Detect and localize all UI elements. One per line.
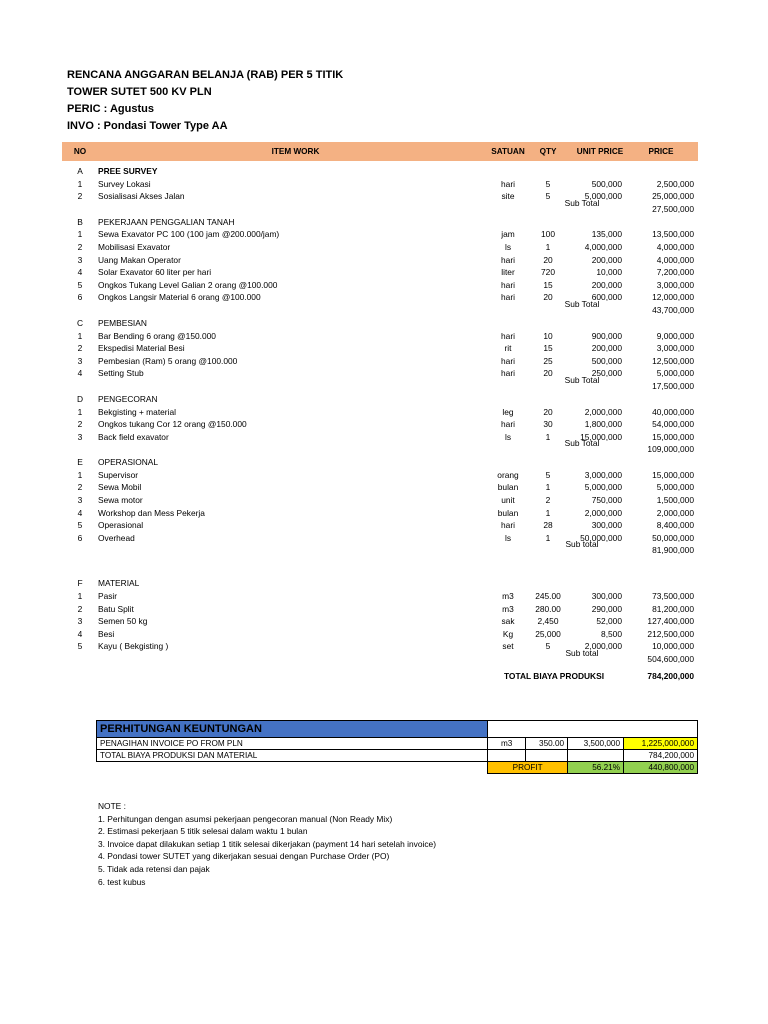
- row-no: 2: [77, 241, 83, 252]
- row-no: 1: [77, 229, 83, 240]
- row-qty: 20: [543, 406, 553, 417]
- subtotal-label: Sub Total: [564, 438, 600, 449]
- row-unit-price: 900,000: [591, 330, 622, 341]
- profit-value: 440,800,000: [624, 762, 698, 774]
- row-satuan: site: [501, 191, 515, 202]
- section-header-row: [62, 393, 698, 406]
- note-line: 1. Perhitungan dengan asumsi pekerjaan pengecoran manual (Non Ready Mix): [98, 813, 393, 824]
- invoice-price: 3,500,000: [568, 738, 624, 750]
- row-item: Ekspedisi Material Besi: [98, 343, 185, 354]
- row-price: 15,000,000: [652, 469, 694, 480]
- row-qty: 25,000: [535, 628, 561, 639]
- row-qty: 720: [541, 267, 555, 278]
- row-no: 2: [77, 603, 83, 614]
- row-price: 73,500,000: [652, 591, 694, 602]
- row-unit-price: 250,000: [591, 368, 622, 379]
- row-unit-price: 50,000,000: [580, 532, 622, 543]
- section-name: PEMBESIAN: [98, 317, 147, 328]
- row-price: 12,000,000: [652, 292, 694, 303]
- row-no: 5: [77, 279, 83, 290]
- subtotal-label: Sub Total: [564, 298, 600, 309]
- row-satuan: hari: [501, 368, 515, 379]
- row-item: Operasional: [98, 520, 144, 531]
- notes-title: NOTE :: [98, 801, 126, 811]
- row-no: 3: [77, 616, 83, 627]
- row-no: 4: [77, 628, 83, 639]
- header-price: PRICE: [648, 147, 674, 156]
- row-satuan: sak: [501, 616, 515, 627]
- section-name: OPERASIONAL: [98, 457, 159, 468]
- table-row: [62, 330, 698, 343]
- subtotal-row: [62, 197, 698, 216]
- row-item: Solar Exavator 60 liter per hari: [98, 267, 212, 278]
- subtotal-row: [62, 539, 698, 557]
- section-name: MATERIAL: [98, 578, 140, 589]
- row-price: 3,000,000: [656, 343, 694, 354]
- row-item: Ongkos tukang Cor 12 orang @150.000: [98, 419, 247, 430]
- row-unit-price: 3,000,000: [584, 469, 622, 480]
- row-item: Sewa motor: [98, 495, 143, 506]
- row-unit-price: 600,000: [591, 292, 622, 303]
- row-satuan: rit: [504, 343, 512, 354]
- row-qty: 5: [545, 641, 551, 652]
- row-satuan: hari: [501, 355, 515, 366]
- empty-cell: [568, 750, 624, 762]
- section-name: PREE SURVEY: [98, 166, 158, 176]
- row-unit-price: 290,000: [591, 603, 622, 614]
- row-satuan: ls: [504, 532, 512, 543]
- row-price: 8,400,000: [656, 520, 694, 531]
- row-item: Ongkos Langsir Material 6 orang @100.000: [98, 292, 261, 303]
- table-row: [62, 266, 698, 279]
- row-qty: 20: [543, 292, 553, 303]
- empty-cell: [488, 750, 526, 762]
- row-no: 1: [77, 469, 83, 480]
- row-item: Mobilisasi Exavator: [98, 241, 171, 252]
- row-unit-price: 200,000: [591, 279, 622, 290]
- subtotal-row: [62, 298, 698, 317]
- empty-cell: [526, 750, 568, 762]
- row-satuan: Kg: [502, 628, 514, 639]
- header-satuan: SATUAN: [491, 147, 525, 156]
- row-unit-price: 2,000,000: [584, 641, 622, 652]
- row-satuan: bulan: [497, 482, 519, 493]
- subtotal-label: Sub total: [565, 539, 599, 550]
- cost-label: TOTAL BIAYA PRODUKSI DAN MATERIAL: [97, 750, 488, 762]
- row-satuan: hari: [501, 279, 515, 290]
- row-item: Pasir: [98, 591, 118, 602]
- table-body: [62, 165, 698, 666]
- rab-table: [62, 142, 698, 686]
- header-unit-price: UNIT PRICE: [576, 147, 624, 156]
- row-unit-price: 300,000: [591, 520, 622, 531]
- table-row: [62, 628, 698, 641]
- row-no: 1: [77, 330, 83, 341]
- row-price: 10,000,000: [652, 641, 694, 652]
- row-unit-price: 10,000: [596, 267, 622, 278]
- row-qty: 30: [543, 419, 553, 430]
- invoice-unit: m3: [488, 738, 526, 750]
- table-row: [62, 603, 698, 616]
- row-item: Overhead: [98, 532, 135, 543]
- table-row: [62, 228, 698, 241]
- section-code: C: [76, 317, 84, 328]
- row-qty: 5: [545, 469, 551, 480]
- section-name: PEKERJAAN PENGGALIAN TANAH: [98, 216, 235, 227]
- table-row: [62, 469, 698, 482]
- note-line: 4. Pondasi tower SUTET yang dikerjakan sesuai dengan Purchase Order (PO): [98, 851, 390, 862]
- peric-line: PERIC : Agustus: [67, 103, 154, 115]
- subtotal-label: Sub Total: [564, 197, 600, 208]
- row-item: Survey Lokasi: [98, 178, 151, 189]
- row-satuan: m3: [502, 591, 514, 602]
- row-no: 2: [77, 419, 83, 430]
- row-satuan: ls: [504, 241, 512, 252]
- section-code: E: [77, 457, 83, 468]
- row-item: Sewa Mobil: [98, 482, 142, 493]
- row-qty: 20: [543, 254, 553, 265]
- row-satuan: unit: [501, 495, 515, 506]
- subtotal-value: 43,700,000: [652, 304, 694, 315]
- row-satuan: orang: [497, 469, 519, 480]
- row-qty: 5: [545, 178, 551, 189]
- row-price: 7,200,000: [656, 267, 694, 278]
- row-unit-price: 200,000: [591, 343, 622, 354]
- row-no: 4: [77, 368, 83, 379]
- row-price: 2,500,000: [656, 178, 694, 189]
- row-unit-price: 4,000,000: [584, 241, 622, 252]
- row-satuan: hari: [501, 178, 515, 189]
- total-value: 784,200,000: [647, 671, 694, 681]
- row-unit-price: 8,500: [601, 628, 622, 639]
- row-no: 2: [77, 191, 83, 202]
- row-item: Batu Split: [98, 603, 134, 614]
- notes-block: [98, 800, 436, 888]
- row-item: Supervisor: [98, 469, 139, 480]
- row-item: Back field exavator: [98, 431, 169, 442]
- row-no: 3: [77, 254, 83, 265]
- row-qty: 15: [543, 343, 553, 354]
- row-satuan: jam: [501, 229, 515, 240]
- row-price: 4,000,000: [656, 254, 694, 265]
- row-qty: 20: [543, 368, 553, 379]
- table-row: [62, 406, 698, 419]
- row-qty: 1: [545, 482, 551, 493]
- invoice-qty: 350.00: [526, 738, 568, 750]
- row-item: Pembesian (Ram) 5 orang @100.000: [98, 355, 238, 366]
- total-row: [62, 666, 698, 686]
- row-no: 2: [77, 343, 83, 354]
- row-no: 1: [77, 591, 83, 602]
- row-qty: 100: [541, 229, 555, 240]
- row-item: Workshop dan Mess Pekerja: [98, 507, 205, 518]
- section-code: F: [77, 578, 83, 589]
- row-satuan: liter: [501, 267, 515, 278]
- profit-percentage: 56.21%: [568, 762, 624, 774]
- table-row: [62, 355, 698, 368]
- row-no: 5: [77, 520, 83, 531]
- row-price: 50,000,000: [652, 532, 694, 543]
- row-unit-price: 5,000,000: [584, 191, 622, 202]
- row-no: 4: [77, 507, 83, 518]
- table-row: [62, 590, 698, 603]
- subtotal-value: 109,000,000: [647, 444, 694, 455]
- row-qty: 1: [545, 532, 551, 543]
- row-satuan: hari: [501, 254, 515, 265]
- row-unit-price: 500,000: [591, 355, 622, 366]
- row-unit-price: 200,000: [591, 254, 622, 265]
- row-price: 5,000,000: [656, 368, 694, 379]
- table-row: [62, 241, 698, 254]
- cost-value: 784,200,000: [624, 750, 698, 762]
- table-row: [62, 519, 698, 532]
- section-code: A: [77, 166, 83, 176]
- row-item: Ongkos Tukang Level Galian 2 orang @100.000: [98, 279, 278, 290]
- row-unit-price: 750,000: [591, 495, 622, 506]
- row-no: 3: [77, 431, 83, 442]
- row-item: Besi: [98, 628, 115, 639]
- row-unit-price: 300,000: [591, 591, 622, 602]
- row-satuan: leg: [502, 406, 514, 417]
- header-no: NO: [73, 147, 87, 156]
- row-price: 15,000,000: [652, 431, 694, 442]
- row-unit-price: 500,000: [591, 178, 622, 189]
- row-price: 40,000,000: [652, 406, 694, 417]
- row-satuan: hari: [501, 292, 515, 303]
- section-header-row: [62, 317, 698, 330]
- row-item: Uang Makan Operator: [98, 254, 181, 265]
- row-price: 3,000,000: [656, 279, 694, 290]
- note-line: 5. Tidak ada retensi dan pajak: [98, 863, 210, 874]
- section-code: B: [77, 216, 83, 227]
- row-item: Bekgisting + material: [98, 406, 176, 417]
- empty-cell: [97, 762, 488, 774]
- row-no: 1: [77, 178, 83, 189]
- invo-line: INVO : Pondasi Tower Type AA: [67, 120, 228, 132]
- table-row: [62, 178, 698, 191]
- row-price: 2,000,000: [656, 507, 694, 518]
- row-satuan: ls: [504, 431, 512, 442]
- note-line: 2. Estimasi pekerjaan 5 titik selesai dalam waktu 1 bulan: [98, 826, 308, 837]
- section-name: PENGECORAN: [98, 393, 158, 404]
- total-label: TOTAL BIAYA PRODUKSI: [503, 671, 605, 681]
- header-item-work: ITEM WORK: [271, 147, 320, 156]
- table-row: [62, 494, 698, 507]
- row-price: 127,400,000: [647, 616, 694, 627]
- table-header-row: [62, 142, 698, 161]
- row-unit-price: 15,000,000: [580, 431, 622, 442]
- row-qty: 2,450: [537, 616, 559, 627]
- subtotal-label: Sub Total: [564, 374, 600, 385]
- table-row: [62, 481, 698, 494]
- document-header: [67, 67, 343, 135]
- row-satuan: hari: [501, 520, 515, 531]
- section-header-row: [62, 216, 698, 229]
- row-qty: 28: [543, 520, 553, 531]
- subtotal-row: [62, 438, 698, 456]
- row-qty: 15: [543, 279, 553, 290]
- section-header-row: [62, 577, 698, 590]
- row-qty: 5: [545, 191, 551, 202]
- row-price: 25,000,000: [652, 191, 694, 202]
- row-price: 54,000,000: [652, 419, 694, 430]
- document-title: RENCANA ANGGARAN BELANJA (RAB) PER 5 TITIK: [67, 69, 344, 81]
- document-subtitle: TOWER SUTET 500 KV PLN: [67, 86, 212, 98]
- row-qty: 25: [543, 355, 553, 366]
- subtotal-label: Sub total: [565, 648, 599, 658]
- note-line: 6. test kubus: [98, 876, 146, 887]
- row-qty: 1: [545, 507, 551, 518]
- row-item: Sosialisasi Akses Jalan: [98, 191, 185, 202]
- section-code: D: [76, 393, 84, 404]
- row-item: Sewa Exavator PC 100 (100 jam @200.000/jam): [98, 229, 280, 240]
- row-item: Kayu ( Bekgisting ): [98, 641, 169, 652]
- profit-table: [96, 720, 698, 774]
- row-no: 2: [77, 482, 83, 493]
- row-qty: 280.00: [535, 603, 561, 614]
- row-price: 12,500,000: [652, 355, 694, 366]
- row-satuan: hari: [501, 419, 515, 430]
- profit-label: PROFIT: [488, 762, 568, 774]
- row-no: 6: [77, 532, 83, 543]
- row-unit-price: 1,800,000: [584, 419, 622, 430]
- row-unit-price: 5,000,000: [584, 482, 622, 493]
- row-no: 4: [77, 267, 83, 278]
- row-qty: 1: [545, 241, 551, 252]
- table-row: [62, 254, 698, 267]
- row-no: 3: [77, 495, 83, 506]
- table-row: [62, 342, 698, 355]
- row-price: 4,000,000: [656, 241, 694, 252]
- section-header-row: [62, 165, 698, 178]
- section-header-row: [62, 456, 698, 469]
- row-qty: 2: [545, 495, 551, 506]
- subtotal-value: 17,500,000: [652, 380, 694, 391]
- subtotal-row: [62, 374, 698, 393]
- row-qty: 245.00: [535, 591, 561, 602]
- table-row: [62, 279, 698, 292]
- row-item: Setting Stub: [98, 368, 144, 379]
- table-row: [62, 418, 698, 431]
- row-satuan: m3: [502, 603, 514, 614]
- row-price: 9,000,000: [656, 330, 694, 341]
- row-qty: 10: [543, 330, 553, 341]
- row-item: Semen 50 kg: [98, 616, 148, 627]
- row-price: 81,200,000: [652, 603, 694, 614]
- row-no: 5: [77, 641, 83, 652]
- header-qty: QTY: [539, 147, 557, 156]
- profit-table-title: PERHITUNGAN KEUNTUNGAN: [97, 721, 488, 738]
- row-price: 212,500,000: [647, 628, 694, 639]
- invoice-label: PENAGIHAN INVOICE PO FROM PLN: [97, 738, 488, 750]
- note-line: 3. Invoice dapat dilakukan setiap 1 titik selesai dikerjakan (payment 14 hari setelah invoice): [98, 838, 436, 849]
- row-unit-price: 2,000,000: [584, 507, 622, 518]
- table-row: [62, 507, 698, 520]
- row-unit-price: 135,000: [591, 229, 622, 240]
- row-qty: 1: [545, 431, 551, 442]
- row-no: 6: [77, 292, 83, 303]
- row-price: 1,500,000: [656, 495, 694, 506]
- row-satuan: set: [502, 641, 514, 652]
- invoice-total: 1,225,000,000: [624, 738, 698, 750]
- row-satuan: bulan: [497, 507, 519, 518]
- row-price: 5,000,000: [656, 482, 694, 493]
- row-item: Bar Bending 6 orang @150.000: [98, 330, 216, 341]
- table-row: [62, 615, 698, 628]
- row-price: 13,500,000: [652, 229, 694, 240]
- subtotal-value: 81,900,000: [652, 545, 694, 556]
- row-unit-price: 2,000,000: [584, 406, 622, 417]
- subtotal-value: 27,500,000: [652, 203, 694, 214]
- row-unit-price: 52,000: [596, 616, 622, 627]
- subtotal-row: [62, 648, 698, 666]
- row-no: 3: [77, 355, 83, 366]
- row-satuan: hari: [501, 330, 515, 341]
- row-no: 1: [77, 406, 83, 417]
- profit-title-empty: [488, 721, 698, 738]
- subtotal-value: 504,600,000: [647, 654, 694, 664]
